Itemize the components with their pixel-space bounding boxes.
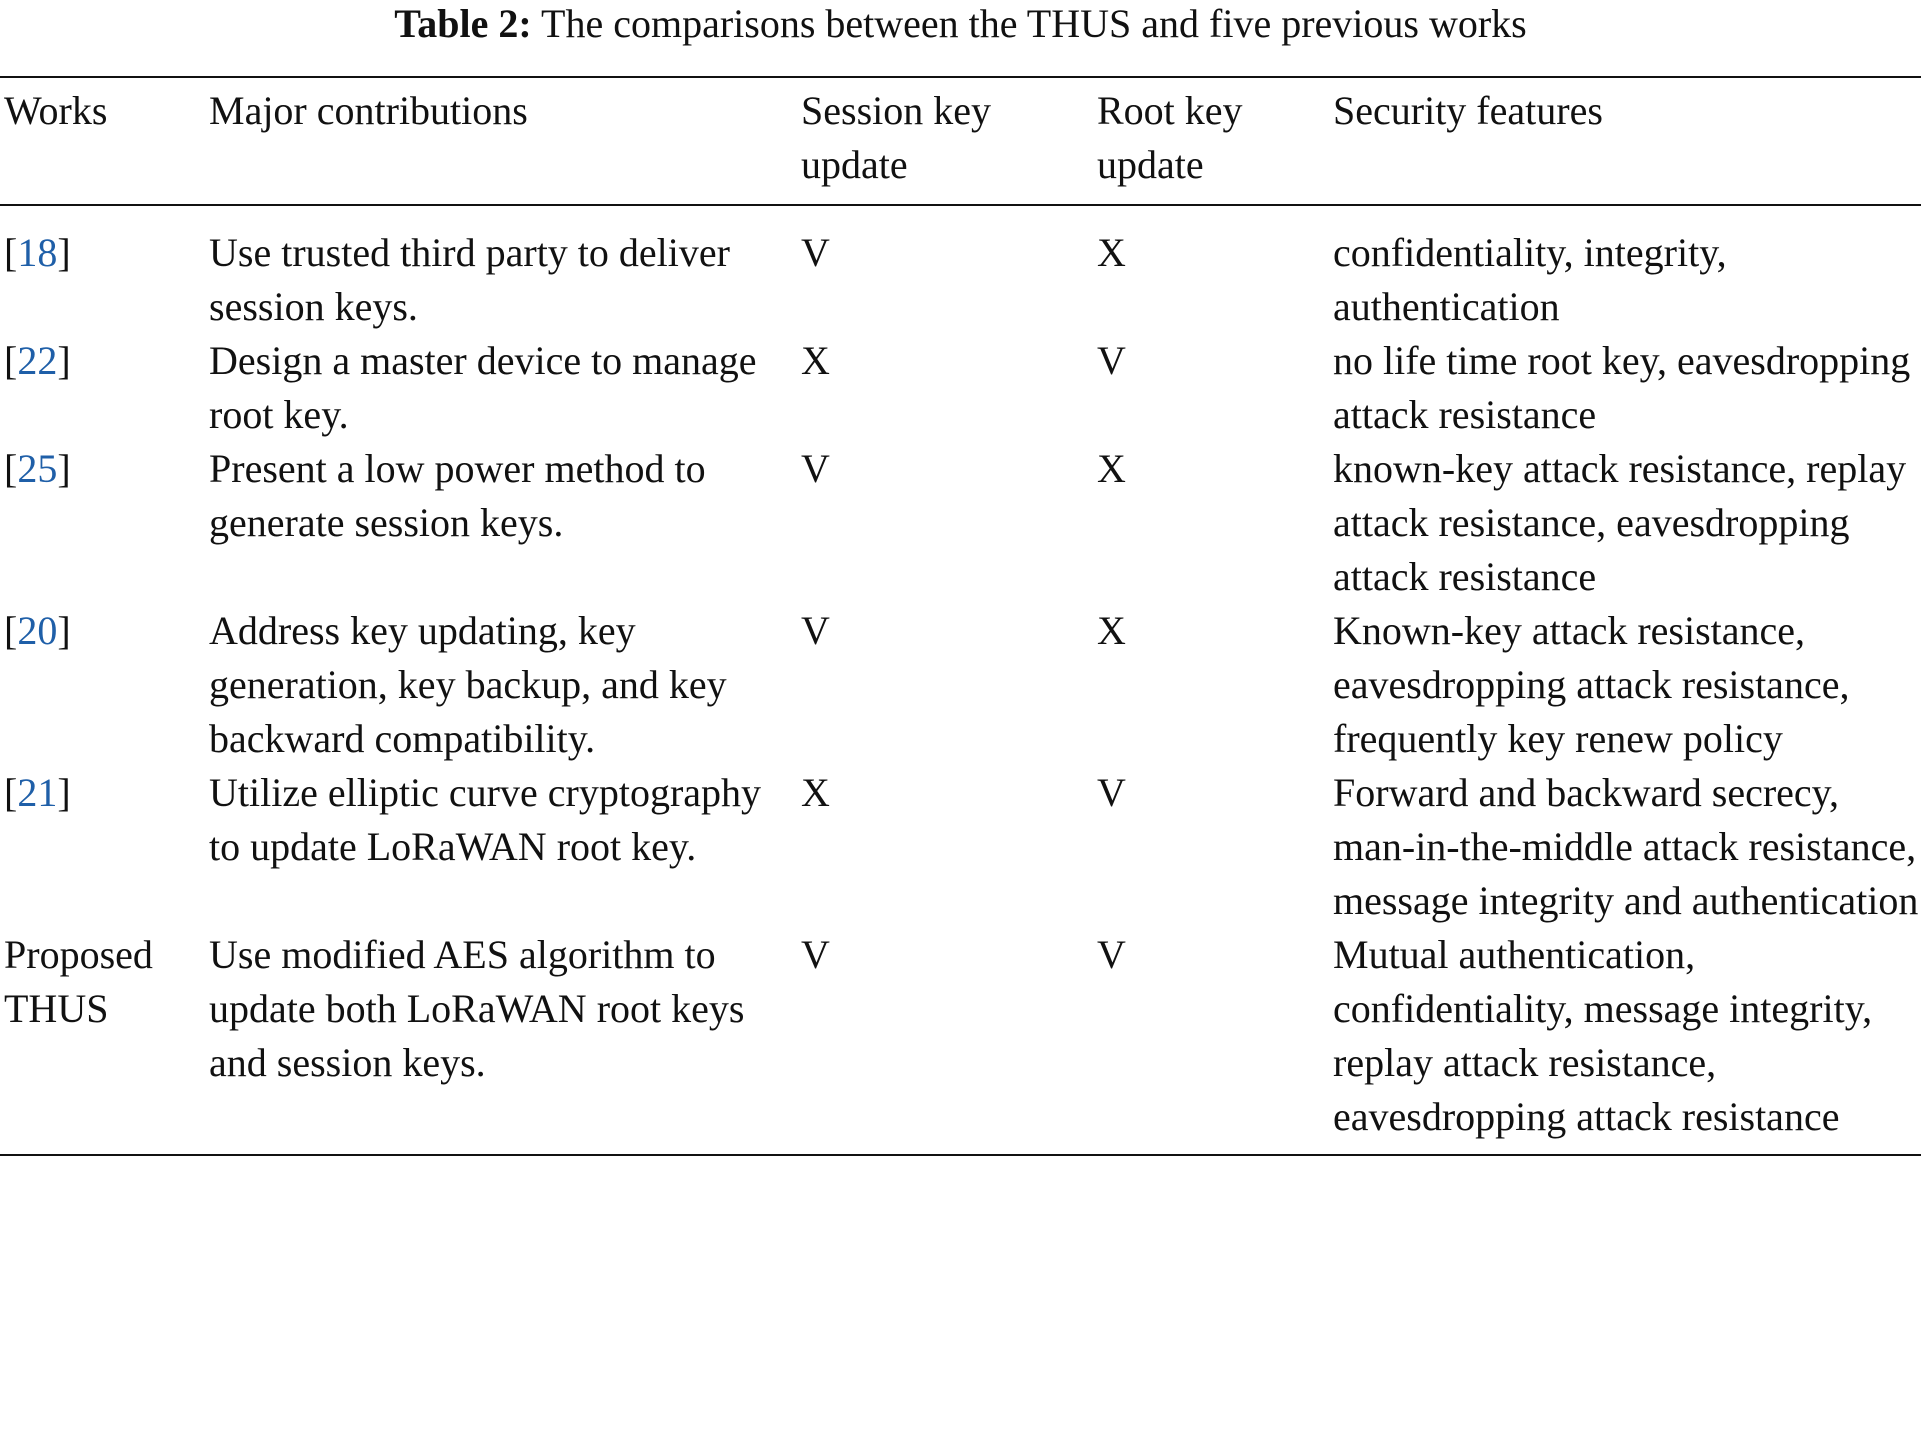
ref-bracket-open: [ — [4, 338, 18, 383]
security-features-cell: Mutual authentication, confidentiality, message integrity, replay attack resistance, eavesdropping attack resistance — [1333, 932, 1873, 1139]
security-features-cell: no life time root key, eavesdropping attack resistance — [1333, 338, 1911, 437]
security-features-cell: confidentiality, integrity, authentication — [1333, 230, 1727, 329]
ref-bracket-open: [ — [4, 608, 18, 653]
ref-bracket-open: [ — [4, 230, 18, 275]
table-row — [0, 334, 1921, 442]
header-works: Works — [4, 88, 108, 133]
reference-link[interactable]: 22 — [17, 338, 58, 383]
table-header-row — [0, 77, 1921, 205]
session-key-cell: X — [801, 770, 830, 815]
table-row-proposed — [0, 928, 1921, 1155]
session-key-cell: V — [801, 932, 830, 977]
table-row — [0, 604, 1921, 766]
work-cell — [0, 334, 205, 442]
table-row — [0, 442, 1921, 604]
root-key-cell: X — [1097, 446, 1126, 491]
table-caption — [0, 0, 1921, 48]
work-cell — [0, 766, 205, 928]
session-key-cell: V — [801, 446, 830, 491]
ref-bracket-close: ] — [57, 230, 71, 275]
comparison-table-wrapper — [0, 76, 1921, 1156]
ref-bracket-close: ] — [57, 770, 71, 815]
table-row — [0, 205, 1921, 334]
work-cell-proposed: Proposed THUS — [4, 932, 153, 1031]
security-features-cell: known-key attack resistance, replay attack resistance, eavesdropping attack resistance — [1333, 446, 1907, 599]
ref-bracket-open: [ — [4, 446, 18, 491]
security-features-cell: Known-key attack resistance, eavesdropping attack resistance, frequently key renew policy — [1333, 608, 1850, 761]
reference-link[interactable]: 18 — [17, 230, 58, 275]
work-cell — [0, 604, 205, 766]
header-root-key-update: Root key update — [1097, 88, 1243, 187]
work-cell — [0, 442, 205, 604]
root-key-cell: V — [1097, 338, 1126, 383]
header-contributions: Major contributions — [209, 88, 528, 133]
caption-text: The comparisons between the THUS and five previous works — [541, 1, 1527, 46]
session-key-cell: X — [801, 338, 830, 383]
header-security-features: Security features — [1333, 88, 1603, 133]
root-key-cell: X — [1097, 608, 1126, 653]
contribution-cell: Address key updating, key generation, key backup, and key backward compatibility. — [209, 608, 727, 761]
ref-bracket-open: [ — [4, 770, 18, 815]
contribution-cell: Utilize elliptic curve cryptography to update LoRaWAN root key. — [209, 770, 762, 869]
session-key-cell: V — [801, 230, 830, 275]
reference-link[interactable]: 21 — [17, 770, 58, 815]
contribution-cell: Use trusted third party to deliver session keys. — [209, 230, 730, 329]
contribution-cell: Design a master device to manage root key. — [209, 338, 757, 437]
root-key-cell: V — [1097, 932, 1126, 977]
table-row — [0, 766, 1921, 928]
ref-bracket-close: ] — [57, 608, 71, 653]
root-key-cell: V — [1097, 770, 1126, 815]
caption-label: Table 2: — [394, 1, 532, 46]
comparison-table — [0, 76, 1921, 1156]
contribution-cell: Use modified AES algorithm to update both LoRaWAN root keys and session keys. — [209, 932, 745, 1085]
header-session-key-update: Session key update — [801, 88, 991, 187]
reference-link[interactable]: 20 — [17, 608, 58, 653]
security-features-cell: Forward and backward secrecy, man-in-the-middle attack resistance, message integrity and authentication — [1333, 770, 1919, 923]
ref-bracket-close: ] — [57, 446, 71, 491]
session-key-cell: V — [801, 608, 830, 653]
ref-bracket-close: ] — [57, 338, 71, 383]
reference-link[interactable]: 25 — [17, 446, 58, 491]
work-cell — [0, 205, 205, 334]
contribution-cell: Present a low power method to generate session keys. — [209, 446, 706, 545]
root-key-cell: X — [1097, 230, 1126, 275]
